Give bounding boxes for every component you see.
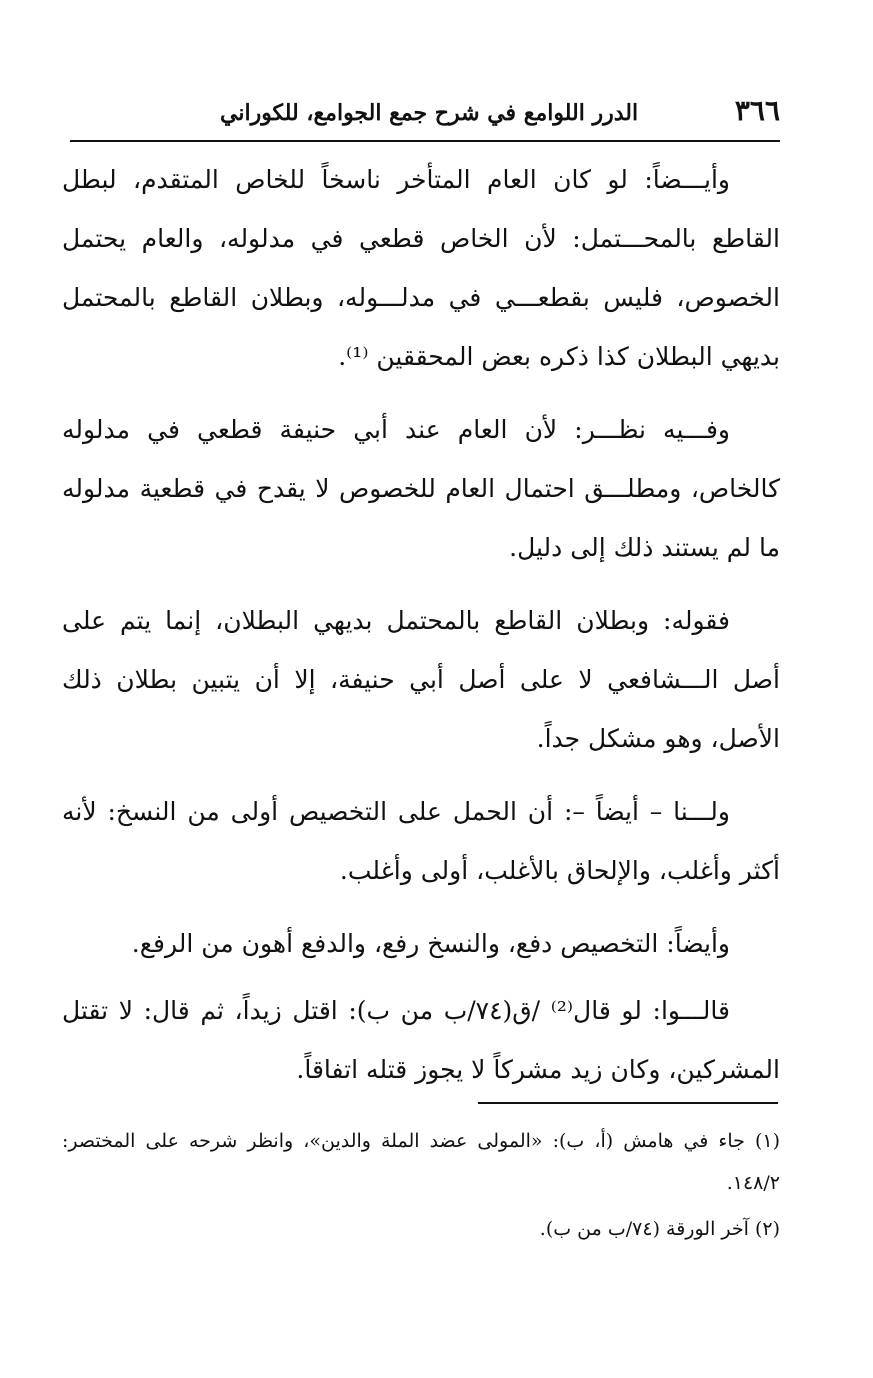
paragraph: قالـــوا: لو قال⁽²⁾ /ق(٧٤/ب من ب): اقتل زيداً، ثم قال: لا تقتل المشركين، وكان زيد مشركاً لا يجوز قتله اتفاقاً. xyxy=(62,996,780,1084)
paragraph: وفـــيه نظـــر: لأن العام عند أبي حنيفة قطعي في مدلوله كالخاص، ومطلـــق احتمال العام للخصوص لا يقدح في قطعية مدلوله ما لم يستند ذلك إلى دليل. xyxy=(62,415,780,562)
main-text xyxy=(62,150,780,1113)
footnote: (٢) آخر الورقة (٧٤/ب من ب). xyxy=(539,1218,780,1240)
paragraph: فقوله: وبطلان القاطع بالمحتمل بديهي البطلان، إنما يتم على أصل الـــشافعي لا على أصل أبي حنيفة، إلا أن يتبين بطلان ذلك الأصل، وهو مشكل جداً. xyxy=(62,606,780,753)
running-title: الدرر اللوامع في شرح جمع الجوامع، للكوراني xyxy=(220,100,639,126)
page-number: ٣٦٦ xyxy=(734,94,780,127)
paragraph: وأيـــضاً: لو كان العام المتأخر ناسخاً للخاص المتقدم، لبطل القاطع بالمحـــتمل: لأن الخاص قطعي في مدلوله، والعام يحتمل الخصوص، فليس بقطعـــي في مدلـــوله، وبطلان القاطع بالمحتمل بديهي البطلان كذا ذكره بعض المحققين ⁽¹⁾. xyxy=(62,165,780,371)
paragraph: وأيضاً: التخصيص دفع، والنسخ رفع، والدفع أهون من الرفع. xyxy=(131,929,730,958)
paragraph: ولـــنا – أيضاً –: أن الحمل على التخصيص أولى من النسخ: لأنه أكثر وأغلب، والإلحاق بالأغلب، أولى وأغلب. xyxy=(62,797,780,885)
footnote-divider xyxy=(478,1102,778,1104)
footnotes xyxy=(62,1120,780,1254)
page-header xyxy=(70,92,780,142)
footnote: (١) جاء في هامش (أ، ب): «المولى عضد الملة والدين»، وانظر شرحه على المختصر: ١٤٨/٢. xyxy=(62,1130,780,1194)
